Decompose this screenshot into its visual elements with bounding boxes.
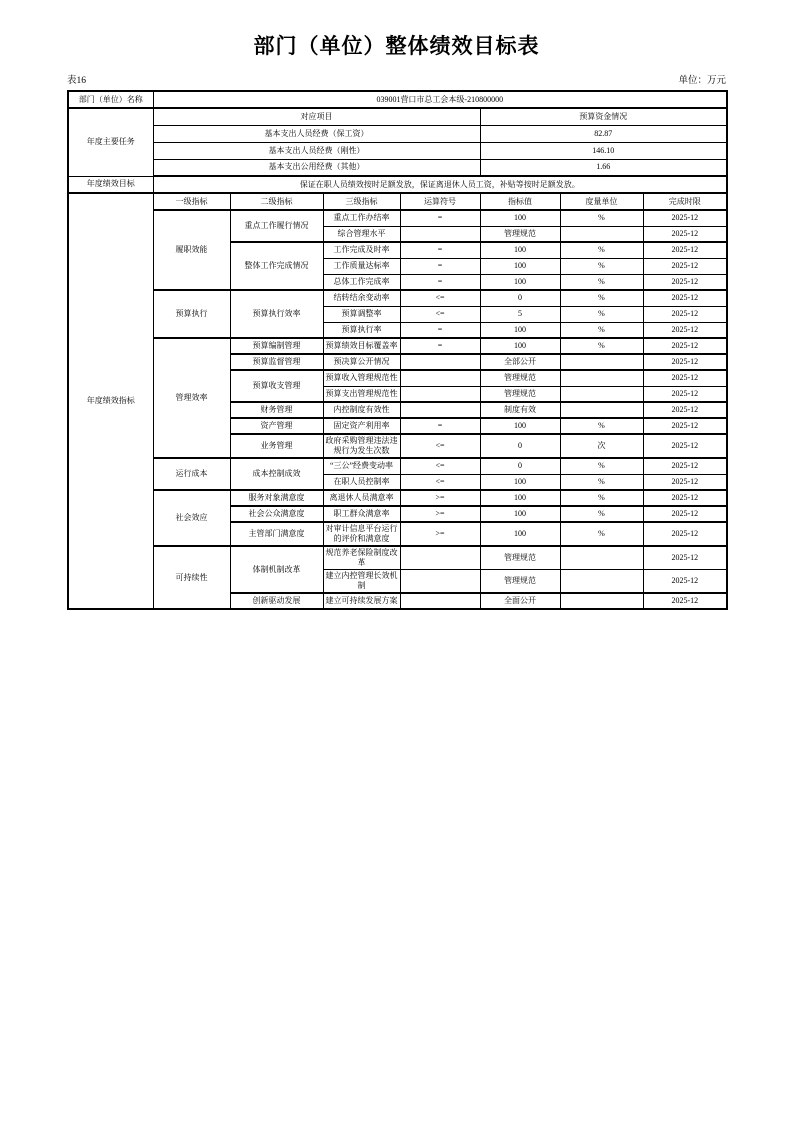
annual-tasks-label: 年度主要任务 — [68, 108, 153, 176]
unit-cell: % — [560, 290, 643, 306]
deadline-cell: 2025-12 — [643, 226, 727, 242]
column-header-2: 三级指标 — [323, 193, 400, 210]
unit-cell: % — [560, 242, 643, 258]
level1-indicator-cell: 可持续性 — [153, 546, 230, 609]
indicator-row — [68, 290, 727, 306]
deadline-cell: 2025-12 — [643, 354, 727, 370]
unit-cell — [560, 402, 643, 418]
level3-indicator-cell: “三公”经费变动率 — [323, 458, 400, 474]
indicator-value-cell: 100 — [480, 210, 560, 226]
column-header-0: 一级指标 — [153, 193, 230, 210]
unit-cell — [560, 570, 643, 594]
level3-indicator-cell: 政府采购管理违法违规行为发生次数 — [323, 434, 400, 458]
column-header-6: 完成时限 — [643, 193, 727, 210]
deadline-cell: 2025-12 — [643, 258, 727, 274]
level3-indicator-cell: 预算调整率 — [323, 306, 400, 322]
indicator-value-cell: 0 — [480, 458, 560, 474]
deadline-cell: 2025-12 — [643, 274, 727, 290]
level3-indicator-cell: 预决算公开情况 — [323, 354, 400, 370]
level2-indicator-cell: 重点工作履行情况 — [230, 210, 323, 242]
operator-cell: = — [400, 274, 480, 290]
task-row — [68, 159, 727, 176]
unit-cell: % — [560, 322, 643, 338]
unit-cell: % — [560, 306, 643, 322]
operator-cell — [400, 386, 480, 402]
level2-indicator-cell: 资产管理 — [230, 418, 323, 434]
level2-indicator-cell: 业务管理 — [230, 434, 323, 458]
task-amount-cell: 1.66 — [480, 159, 727, 176]
level2-indicator-cell: 预算编制管理 — [230, 338, 323, 354]
indicator-row — [68, 338, 727, 354]
deadline-cell: 2025-12 — [643, 418, 727, 434]
indicator-row — [68, 458, 727, 474]
unit-cell — [560, 546, 643, 570]
level3-indicator-cell: 预算执行率 — [323, 322, 400, 338]
level2-indicator-cell: 预算监督管理 — [230, 354, 323, 370]
dept-name-label: 部门（单位）名称 — [68, 91, 153, 108]
level2-indicator-cell: 主管部门满意度 — [230, 522, 323, 546]
unit-cell — [560, 370, 643, 386]
dept-name-row — [68, 91, 727, 108]
deadline-cell: 2025-12 — [643, 474, 727, 490]
level3-indicator-cell: 总体工作完成率 — [323, 274, 400, 290]
indicator-value-cell: 制度有效 — [480, 402, 560, 418]
level3-indicator-cell: 规范养老保险制度改革 — [323, 546, 400, 570]
level2-indicator-cell: 服务对象满意度 — [230, 490, 323, 506]
task-item-cell: 基本支出公用经费（其他） — [153, 159, 480, 176]
operator-cell — [400, 546, 480, 570]
level3-indicator-cell: 预算绩效目标覆盖率 — [323, 338, 400, 354]
deadline-cell: 2025-12 — [643, 570, 727, 594]
level3-indicator-cell: 离退休人员满意率 — [323, 490, 400, 506]
dept-name-value: 039001营口市总工会本级-210800000 — [153, 91, 727, 108]
operator-cell: = — [400, 210, 480, 226]
indicator-value-cell: 0 — [480, 290, 560, 306]
indicator-value-cell: 100 — [480, 506, 560, 522]
operator-cell: <= — [400, 434, 480, 458]
level3-indicator-cell: 建立可持续发展方案 — [323, 593, 400, 609]
deadline-cell: 2025-12 — [643, 210, 727, 226]
deadline-cell: 2025-12 — [643, 593, 727, 609]
indicator-row — [68, 546, 727, 570]
task-row — [68, 142, 727, 159]
deadline-cell: 2025-12 — [643, 402, 727, 418]
deadline-cell: 2025-12 — [643, 322, 727, 338]
task-amount-cell: 82.87 — [480, 125, 727, 142]
unit-cell: % — [560, 458, 643, 474]
operator-cell: = — [400, 418, 480, 434]
level2-indicator-cell: 预算收支管理 — [230, 370, 323, 402]
deadline-cell: 2025-12 — [643, 522, 727, 546]
unit-cell: % — [560, 506, 643, 522]
level2-indicator-cell: 体制机制改革 — [230, 546, 323, 593]
budget-header-cell: 预算资金情况 — [480, 108, 727, 125]
indicator-row — [68, 210, 727, 226]
deadline-cell: 2025-12 — [643, 242, 727, 258]
unit-note: 单位：万元 — [678, 76, 726, 86]
level2-indicator-cell: 整体工作完成情况 — [230, 242, 323, 290]
task-amount-cell: 146.10 — [480, 142, 727, 159]
unit-cell — [560, 386, 643, 402]
indicator-value-cell: 100 — [480, 490, 560, 506]
level1-indicator-cell: 运行成本 — [153, 458, 230, 490]
page-title: 部门（单位）整体绩效目标表 — [253, 34, 540, 58]
deadline-cell: 2025-12 — [643, 338, 727, 354]
indicator-body — [68, 193, 727, 609]
operator-cell: <= — [400, 458, 480, 474]
operator-cell: >= — [400, 490, 480, 506]
deadline-cell: 2025-12 — [643, 506, 727, 522]
level3-indicator-cell: 结转结余变动率 — [323, 290, 400, 306]
operator-cell: <= — [400, 290, 480, 306]
level2-indicator-cell: 社会公众满意度 — [230, 506, 323, 522]
deadline-cell: 2025-12 — [643, 290, 727, 306]
unit-cell: % — [560, 258, 643, 274]
indicator-value-cell: 0 — [480, 434, 560, 458]
deadline-cell: 2025-12 — [643, 434, 727, 458]
indicator-value-cell: 100 — [480, 418, 560, 434]
level3-indicator-cell: 重点工作办结率 — [323, 210, 400, 226]
deadline-cell: 2025-12 — [643, 386, 727, 402]
operator-cell: = — [400, 258, 480, 274]
level3-indicator-cell: 建立内控管理长效机制 — [323, 570, 400, 594]
unit-cell — [560, 593, 643, 609]
unit-cell — [560, 226, 643, 242]
indicator-value-cell: 全面公开 — [480, 593, 560, 609]
unit-cell: % — [560, 418, 643, 434]
operator-cell: >= — [400, 506, 480, 522]
annual-indicators-label: 年度绩效指标 — [68, 193, 153, 609]
deadline-cell: 2025-12 — [643, 370, 727, 386]
indicator-value-cell: 管理规范 — [480, 370, 560, 386]
deadline-cell: 2025-12 — [643, 458, 727, 474]
item-header-cell: 对应项目 — [153, 108, 480, 125]
task-item-cell: 基本支出人员经费（刚性） — [153, 142, 480, 159]
indicator-value-cell: 100 — [480, 522, 560, 546]
unit-cell: % — [560, 474, 643, 490]
annual-goal-text: 保证在职人员绩效按时足额发放，保证离退休人员工资，补贴等按时足额发放。 — [153, 176, 727, 193]
indicator-value-cell: 5 — [480, 306, 560, 322]
level1-indicator-cell: 预算执行 — [153, 290, 230, 338]
task-row — [68, 125, 727, 142]
indicator-value-cell: 管理规范 — [480, 546, 560, 570]
operator-cell — [400, 226, 480, 242]
performance-target-table — [67, 90, 728, 610]
indicator-value-cell: 100 — [480, 322, 560, 338]
level3-indicator-cell: 内控制度有效性 — [323, 402, 400, 418]
level3-indicator-cell: 工作质量达标率 — [323, 258, 400, 274]
operator-cell — [400, 593, 480, 609]
level3-indicator-cell: 预算支出管理规范性 — [323, 386, 400, 402]
operator-cell: <= — [400, 474, 480, 490]
deadline-cell: 2025-12 — [643, 490, 727, 506]
tasks-header-row — [68, 108, 727, 125]
column-header-5: 度量单位 — [560, 193, 643, 210]
operator-cell — [400, 570, 480, 594]
table-number: 表16 — [67, 76, 87, 86]
level1-indicator-cell: 管理效率 — [153, 338, 230, 458]
column-header-1: 二级指标 — [230, 193, 323, 210]
unit-cell: % — [560, 338, 643, 354]
deadline-cell: 2025-12 — [643, 546, 727, 570]
indicator-header-row — [68, 193, 727, 210]
operator-cell — [400, 354, 480, 370]
level1-indicator-cell: 社会效应 — [153, 490, 230, 546]
indicator-row — [68, 490, 727, 506]
unit-cell: % — [560, 274, 643, 290]
operator-cell: = — [400, 338, 480, 354]
operator-cell: <= — [400, 306, 480, 322]
level2-indicator-cell: 预算执行效率 — [230, 290, 323, 338]
level2-indicator-cell: 创新驱动发展 — [230, 593, 323, 609]
indicator-value-cell: 100 — [480, 242, 560, 258]
level3-indicator-cell: 在职人员控制率 — [323, 474, 400, 490]
column-header-4: 指标值 — [480, 193, 560, 210]
indicator-value-cell: 全部公开 — [480, 354, 560, 370]
level2-indicator-cell: 财务管理 — [230, 402, 323, 418]
indicator-value-cell: 管理规范 — [480, 386, 560, 402]
level3-indicator-cell: 对审计信息平台运行的评价和满意度 — [323, 522, 400, 546]
indicator-value-cell: 管理规范 — [480, 570, 560, 594]
level3-indicator-cell: 固定资产利用率 — [323, 418, 400, 434]
level3-indicator-cell: 工作完成及时率 — [323, 242, 400, 258]
indicator-value-cell: 管理规范 — [480, 226, 560, 242]
unit-cell — [560, 354, 643, 370]
operator-cell: = — [400, 242, 480, 258]
task-item-cell: 基本支出人员经费（保工资） — [153, 125, 480, 142]
unit-cell: 次 — [560, 434, 643, 458]
unit-cell: % — [560, 522, 643, 546]
operator-cell: = — [400, 322, 480, 338]
indicator-value-cell: 100 — [480, 258, 560, 274]
operator-cell — [400, 402, 480, 418]
level2-indicator-cell: 成本控制成效 — [230, 458, 323, 490]
meta-row — [67, 72, 726, 86]
column-header-3: 运算符号 — [400, 193, 480, 210]
deadline-cell: 2025-12 — [643, 306, 727, 322]
level3-indicator-cell: 职工群众满意率 — [323, 506, 400, 522]
level1-indicator-cell: 履职效能 — [153, 210, 230, 290]
indicator-value-cell: 100 — [480, 474, 560, 490]
unit-cell: % — [560, 490, 643, 506]
operator-cell — [400, 370, 480, 386]
unit-cell: % — [560, 210, 643, 226]
indicator-value-cell: 100 — [480, 338, 560, 354]
operator-cell: >= — [400, 522, 480, 546]
level3-indicator-cell: 预算收入管理规范性 — [323, 370, 400, 386]
annual-goal-label: 年度绩效目标 — [68, 176, 153, 193]
indicator-value-cell: 100 — [480, 274, 560, 290]
goal-row — [68, 176, 727, 193]
level3-indicator-cell: 综合管理水平 — [323, 226, 400, 242]
